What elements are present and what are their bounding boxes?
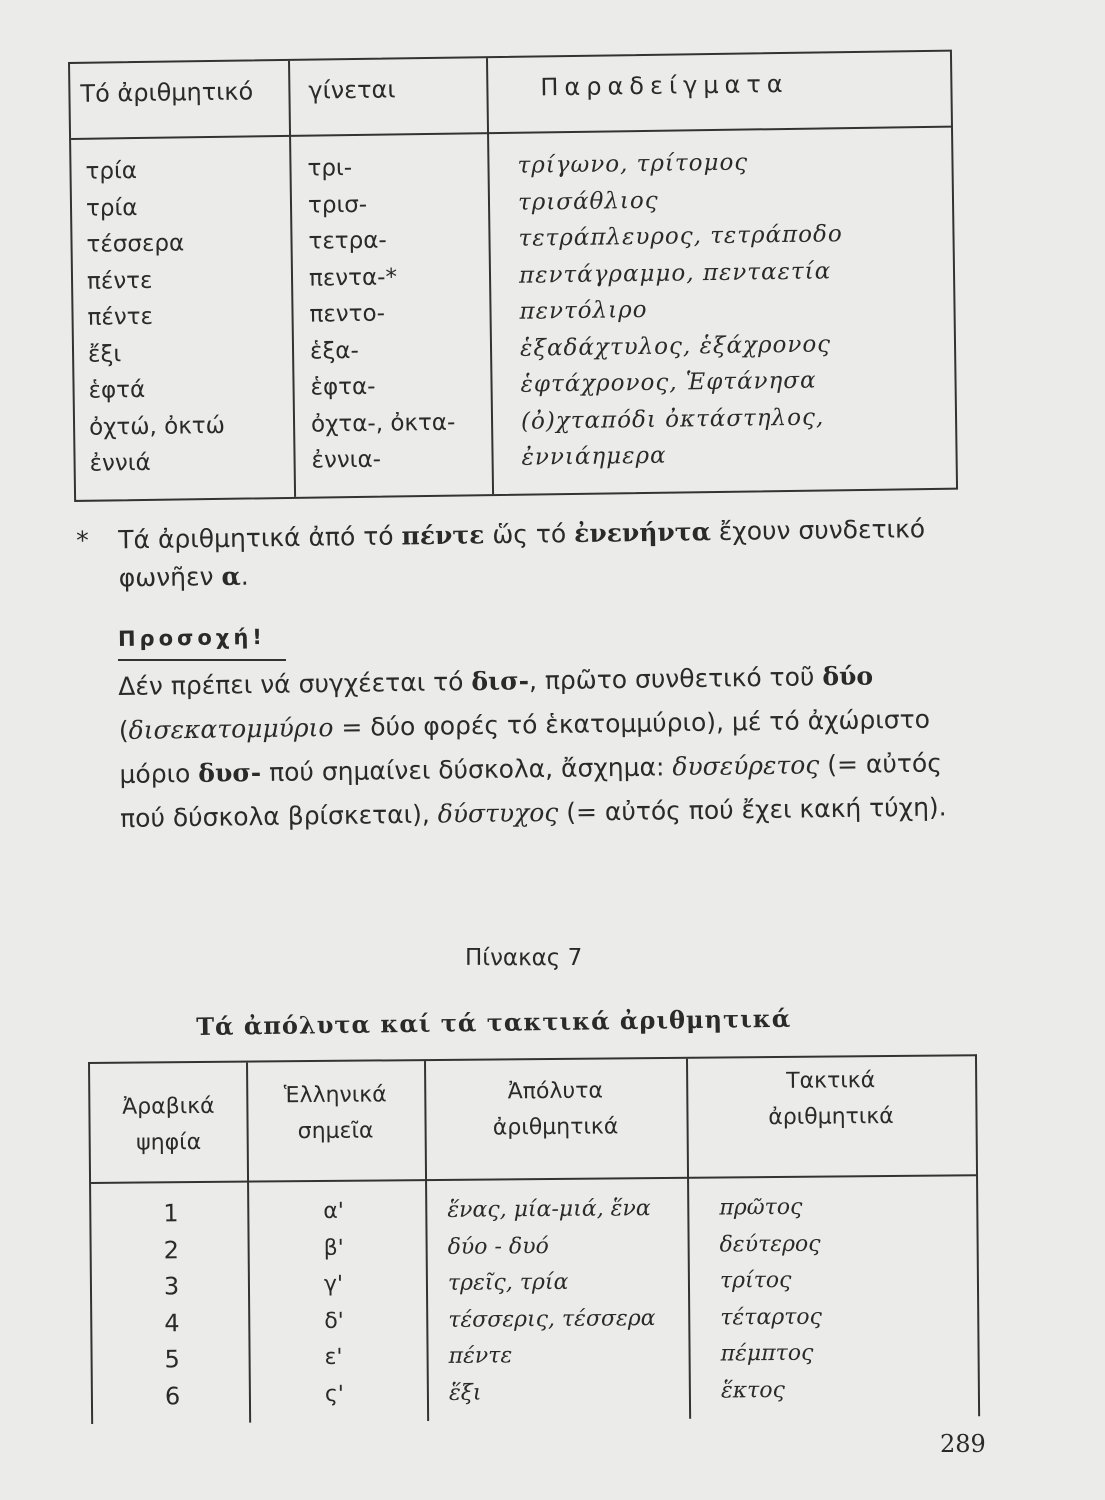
table-cell: τρι- — [307, 155, 353, 182]
table-cell: τρίτος — [719, 1267, 792, 1294]
header-examples: Παραδείγματα — [540, 69, 789, 102]
header-rule — [71, 126, 951, 140]
header-cardinal: Ἀπόλυτα ἀριθμητικά — [492, 1078, 619, 1141]
table-cell: δεύτερος — [719, 1231, 821, 1257]
table-cell: τετρα- — [308, 227, 387, 255]
header-arabic: Ἀραβικά ψηφία — [122, 1093, 215, 1156]
table-cell: ἐννιάημερα — [521, 442, 667, 471]
footnote-marker: * — [76, 525, 89, 555]
table-cell: πρῶτος — [719, 1194, 803, 1221]
table-cell: 2 — [163, 1235, 180, 1264]
examples-column — [517, 143, 846, 476]
column-divider — [486, 58, 494, 494]
table-cell: β' — [323, 1235, 344, 1261]
column-divider — [288, 61, 296, 497]
table-cell: ς' — [324, 1381, 344, 1407]
table-caption: Πίνακας 7 — [465, 945, 583, 971]
table-cell: ε' — [324, 1344, 343, 1370]
table-cell: ὀχτα-, ὀκτα- — [310, 409, 456, 438]
table-cell: πέντε — [87, 303, 154, 331]
table-cell: πεντάγραμμο, πενταετία — [518, 257, 832, 289]
table-title: Τά ἀπόλυτα καί τά τακτικά ἀριθμητικά — [196, 1003, 792, 1041]
table-cell: τέσσερα — [86, 230, 185, 258]
footnote — [76, 509, 977, 598]
ordinal-column — [719, 1190, 823, 1410]
attention-heading: Προσοχή! — [117, 624, 267, 652]
table-cell: πέντε — [448, 1343, 513, 1369]
table-cell: τέσσερις, τέσσερα — [448, 1305, 656, 1333]
table-cell: γ' — [323, 1271, 344, 1297]
table-cell: ἑφτάχρονος, Ἑφτάνησα — [520, 367, 817, 398]
table-cell: α' — [323, 1198, 344, 1224]
table-cell: ἑξα- — [309, 337, 359, 365]
header-becomes: γίνεται — [308, 75, 396, 105]
table-cell: πεντο- — [309, 300, 386, 328]
table-cell: ἐννια- — [311, 446, 382, 474]
page-number: 289 — [940, 1430, 986, 1458]
table-cell: ὀχτώ, ὀκτώ — [88, 412, 226, 441]
arabic-column — [163, 1195, 180, 1414]
table-cell: ἕκτος — [720, 1377, 785, 1403]
table-cell: τρίγωνο, τρίτομος — [517, 149, 749, 179]
table-cell: ἑφτά — [88, 376, 146, 404]
table-cell: τρεῖς, τρία — [447, 1269, 569, 1296]
table-cell: ἐννιά — [89, 449, 151, 477]
numerals-table — [88, 1054, 980, 1424]
table-cell: ἑξαδάχτυλος, ἑξάχρονος — [519, 330, 832, 362]
table-cell: πεντα-* — [308, 263, 398, 292]
table-cell: πέμπτος — [720, 1340, 814, 1367]
numeral-column — [85, 152, 225, 482]
table-cell: 6 — [164, 1381, 181, 1410]
table-cell: 1 — [163, 1199, 179, 1228]
table-cell: 5 — [164, 1345, 181, 1374]
table-cell: τρισάθλιος — [517, 187, 659, 216]
compound-numerals-table — [68, 50, 958, 502]
header-rule — [91, 1174, 976, 1184]
header-greek: Ἑλληνικά σημεῖα — [283, 1082, 387, 1145]
table-cell: τέταρτος — [720, 1304, 823, 1330]
footnote-text: Τά ἀριθμητικά ἀπό τό πέντε ὥς τό ἐνενήντα ἔχουν συνδετικό φωνῆεν α. — [118, 514, 926, 593]
header-numeral: Τό ἀριθμητικό — [80, 77, 254, 108]
attention-paragraph: Δέν πρέπει νά συγχέεται τό δισ-, πρῶτο συνθετικό τοῦ δύο (δισεκατομμύριο = δύο φορές τό ἑκατομμύριο), μέ τό ἀχώριστο μόριο δυσ- πού σημαίνει δύσκολα, ἄσχημα: δυσεύρετος (= αὐτός πού δύσκολα βρίσκεται), δύστυχος (= αὐτός πού ἔχει κακή τύχη). — [118, 661, 947, 833]
table-cell: ἕξι — [448, 1380, 482, 1406]
heading-rule — [118, 659, 286, 661]
table-cell: ἔξι — [87, 340, 122, 368]
table-cell: τρία — [85, 194, 138, 222]
cardinal-column — [447, 1191, 656, 1412]
greek-column — [323, 1194, 345, 1413]
table-cell: πέντε — [86, 267, 153, 295]
table-cell: δ' — [324, 1308, 344, 1334]
table-cell: ἕνας, μία-μιά, ἕνα — [447, 1196, 651, 1223]
header-ordinal: Τακτικά ἀριθμητικά — [768, 1068, 894, 1131]
forms-column — [307, 149, 456, 479]
table-cell: 4 — [164, 1308, 180, 1337]
table-cell: τρία — [85, 158, 138, 185]
table-cell: πεντόλιρο — [519, 296, 648, 325]
table-cell: τετράπλευρος, τετράποδο — [518, 221, 843, 252]
table-cell: δύο - δυό — [447, 1233, 549, 1260]
table-cell: (ὀ)χταπόδι ὀκτάστηλος, — [520, 403, 825, 435]
table-cell: τρισ- — [307, 191, 368, 219]
table-cell: ἑφτα- — [310, 373, 376, 401]
table-cell: 3 — [163, 1272, 180, 1301]
